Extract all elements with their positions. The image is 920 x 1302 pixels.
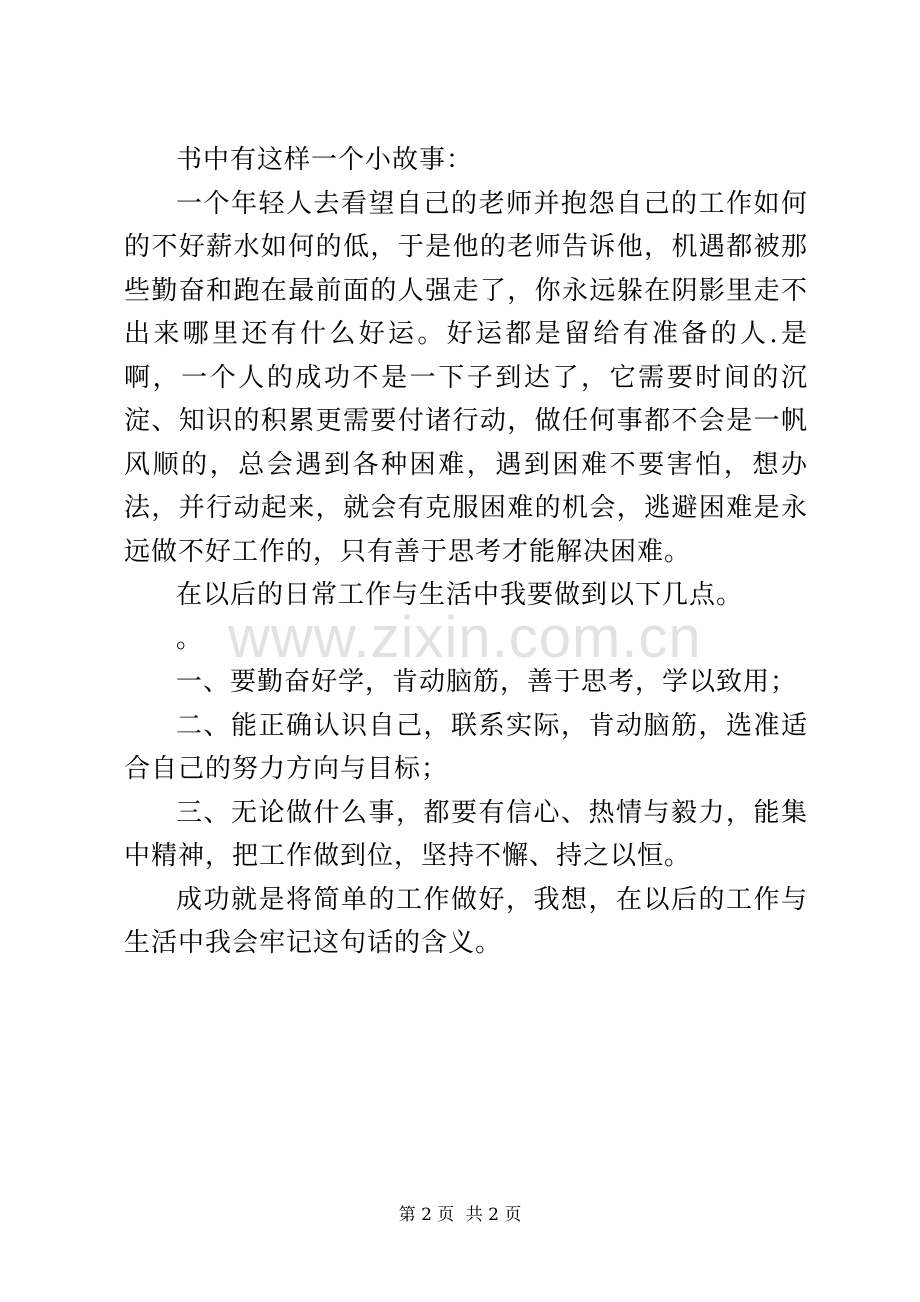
paragraph-goals-intro: 在以后的日常工作与生活中我要做到以下几点。: [176, 580, 744, 610]
paragraph-conclusion: 成功就是将简单的工作做好，我想，在以后的工作与生活中我会牢记这句话的含义。: [124, 884, 808, 958]
paragraph-intro: 书中有这样一个小故事：: [176, 145, 474, 175]
watermark: www.zixin.com.cn: [228, 605, 702, 670]
paragraph-point-two: 二、能正确认识自己，联系实际，肯动脑筋，选准适合自己的努力方向与目标；: [124, 710, 808, 784]
document-body: [124, 139, 808, 966]
page-footer: [0, 1200, 920, 1225]
paragraph-point-one: 一、要勤奋好学，肯动脑筋，善于思考，学以致用；: [176, 667, 798, 697]
page-total: 共 2 页: [465, 1205, 522, 1225]
paragraph-story: 一个年轻人去看望自己的老师并抱怨自己的工作如何的不好薪水如何的低，于是他的老师告诉他，机遇都被那些勤奋和跑在最前面的人强走了，你永远躲在阴影里走不出来哪里还有什么好运。好运都是留给有准备的人.是啊，一个人的成功不是一下子到达了，它需要时间的沉淀、知识的积累更需要付诸行动，做任何事都不会是一帆风顺的，总会遇到各种困难，遇到困难不要害怕，想办法，并行动起来，就会有克服困难的机会，逃避困难是永远做不好工作的，只有善于思考才能解决困难。: [124, 188, 808, 567]
page-number: 第 2 页: [398, 1205, 455, 1225]
paragraph-point-three: 三、无论做什么事，都要有信心、热情与毅力，能集中精神，把工作做到位，坚持不懈、持之以恒。: [124, 797, 808, 871]
paragraph-stray-mark: 。: [176, 623, 204, 654]
